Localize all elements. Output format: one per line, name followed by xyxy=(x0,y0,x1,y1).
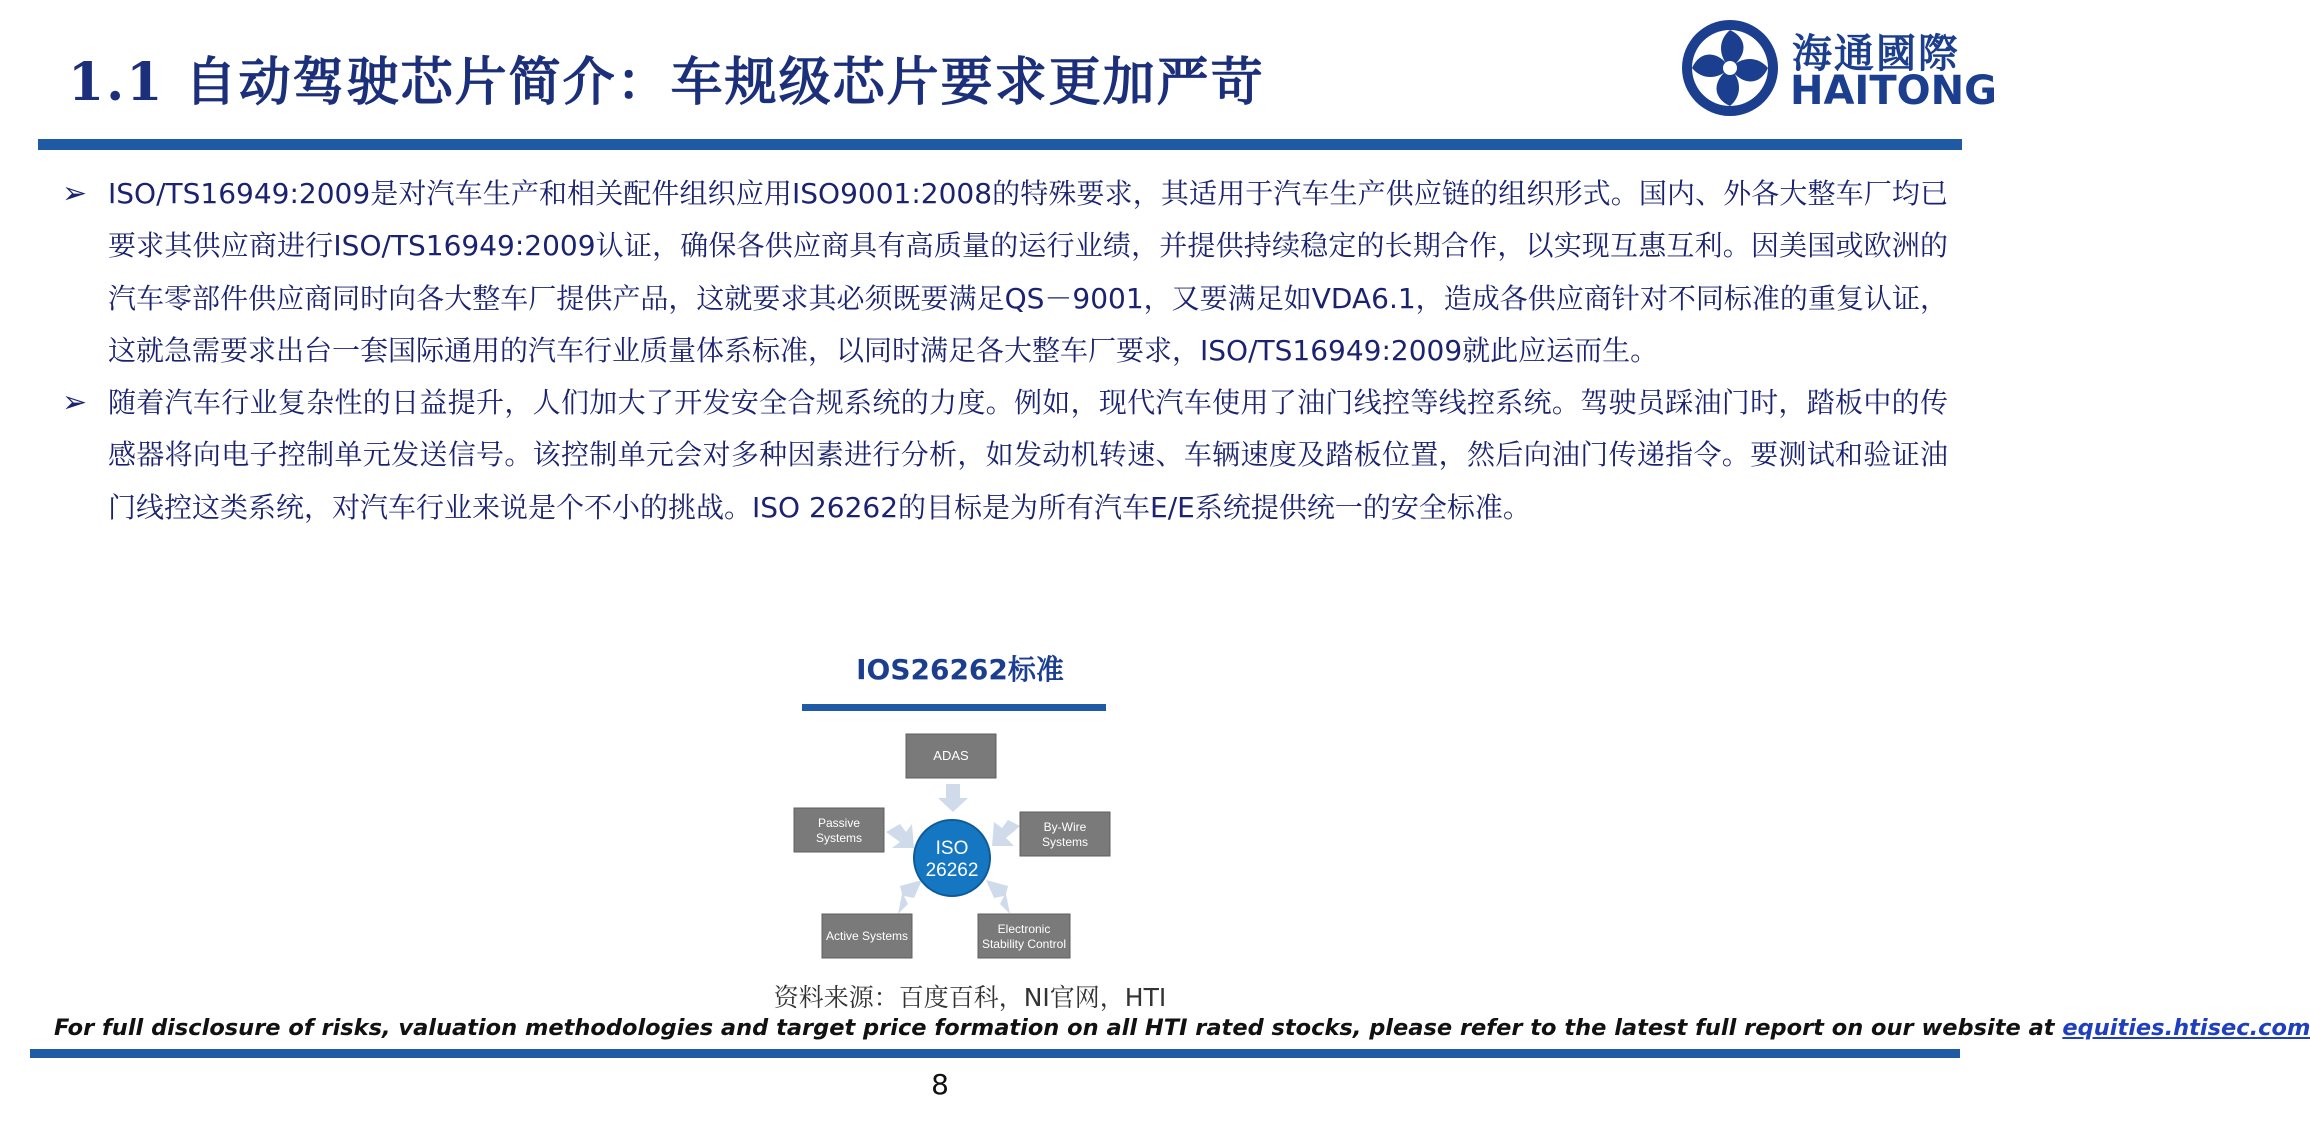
page-number: 8 xyxy=(931,1068,949,1101)
website-link[interactable]: equities.htisec.com xyxy=(2062,1015,2310,1041)
svg-text:Active Systems: Active Systems xyxy=(825,929,909,943)
box-adas xyxy=(906,734,996,778)
haitong-logo xyxy=(1678,16,1997,120)
arrow-from-passive xyxy=(886,824,914,848)
bullet-text: ISO/TS16949:2009是对汽车生产和相关配件组织应用ISO9001:2008的特殊要求，其适用于汽车生产供应链的组织形式。国内、外各大整车厂均已要求其供应商进行ISO/TS16949:2009认证，确保各供应商具有高质量的运行业绩，并提供持续稳定的长期合作，以实现互惠互利。因美国或欧洲的汽车零部件供应商同时向各大整车厂提供产品，这就要求其必须既要满足QS－9001，又要满足如VDA6.1，造成各供应商针对不同标准的重复认证，这就急需要求出台一套国际通用的汽车行业质量体系标准，以同时满足各大整车厂要求，ISO/TS16949:2009就此应运而生。 xyxy=(108,177,1948,367)
arrow-from-adas xyxy=(938,784,968,812)
figure-source: 资料来源：百度百科，NI官网，HTI xyxy=(773,983,1167,1012)
figure-title: IOS26262标准 xyxy=(856,653,1064,686)
footer-divider xyxy=(30,1049,1960,1058)
header-divider xyxy=(38,139,1962,150)
svg-text:Passive: Passive xyxy=(817,816,861,830)
haitong-emblem-icon xyxy=(1678,16,1782,120)
bullet-text: 随着汽车行业复杂性的日益提升，人们加大了开发安全合规系统的力度。例如，现代汽车使用了油门线控等线控系统。驾驶员踩油门时，踏板中的传感器将向电子控制单元发送信号。该控制单元会对多种因素进行分析，如发动机转速、车辆速度及踏板位置，然后向油门传递指令。要测试和验证油门线控这类系统，对汽车行业来说是个不小的挑战。ISO 26262的目标是为所有汽车E/E系统提供统一的安全标准。 xyxy=(108,386,1948,524)
arrow-from-active xyxy=(898,880,922,914)
box-active-systems xyxy=(822,914,912,958)
disclaimer-text: For full disclosure of risks, valuation methodologies and target price formation on all HTI rated stocks, please refer to the latest full report on our website at xyxy=(54,1015,2063,1041)
page-title: 1.1 自动驾驶芯片简介：车规级芯片要求更加严苛 xyxy=(68,52,1265,113)
iso26262-diagram xyxy=(788,728,1118,970)
svg-text:Stability Control: Stability Control xyxy=(981,937,1067,951)
bullet-list xyxy=(62,168,1948,534)
logo-english-text: HAITONG xyxy=(1790,68,1997,114)
svg-text:By-Wire: By-Wire xyxy=(1043,820,1087,834)
logo-chinese-text: 海通國際 xyxy=(1792,31,1960,77)
box-adas-label: ADAS xyxy=(933,748,969,763)
bullet-item xyxy=(62,377,1948,534)
svg-text:Electronic: Electronic xyxy=(997,922,1051,936)
arrow-bullet-icon: ➢ xyxy=(62,385,88,421)
arrow-from-esc xyxy=(986,880,1010,914)
box-electronic-stability-control xyxy=(978,914,1070,958)
svg-text:Systems: Systems xyxy=(815,831,863,845)
svg-text:ISO: ISO xyxy=(935,838,969,859)
figure-title-underline xyxy=(802,704,1106,711)
box-passive-systems xyxy=(794,808,884,852)
box-by-wire-systems xyxy=(1020,812,1110,856)
svg-text:Systems: Systems xyxy=(1041,835,1089,849)
arrow-from-bywire xyxy=(992,820,1020,846)
center-iso26262-circle xyxy=(914,820,990,896)
bullet-item xyxy=(62,168,1948,377)
footer-disclaimer xyxy=(54,1015,2310,1041)
arrow-bullet-icon: ➢ xyxy=(62,176,88,211)
svg-text:26262: 26262 xyxy=(925,860,979,881)
